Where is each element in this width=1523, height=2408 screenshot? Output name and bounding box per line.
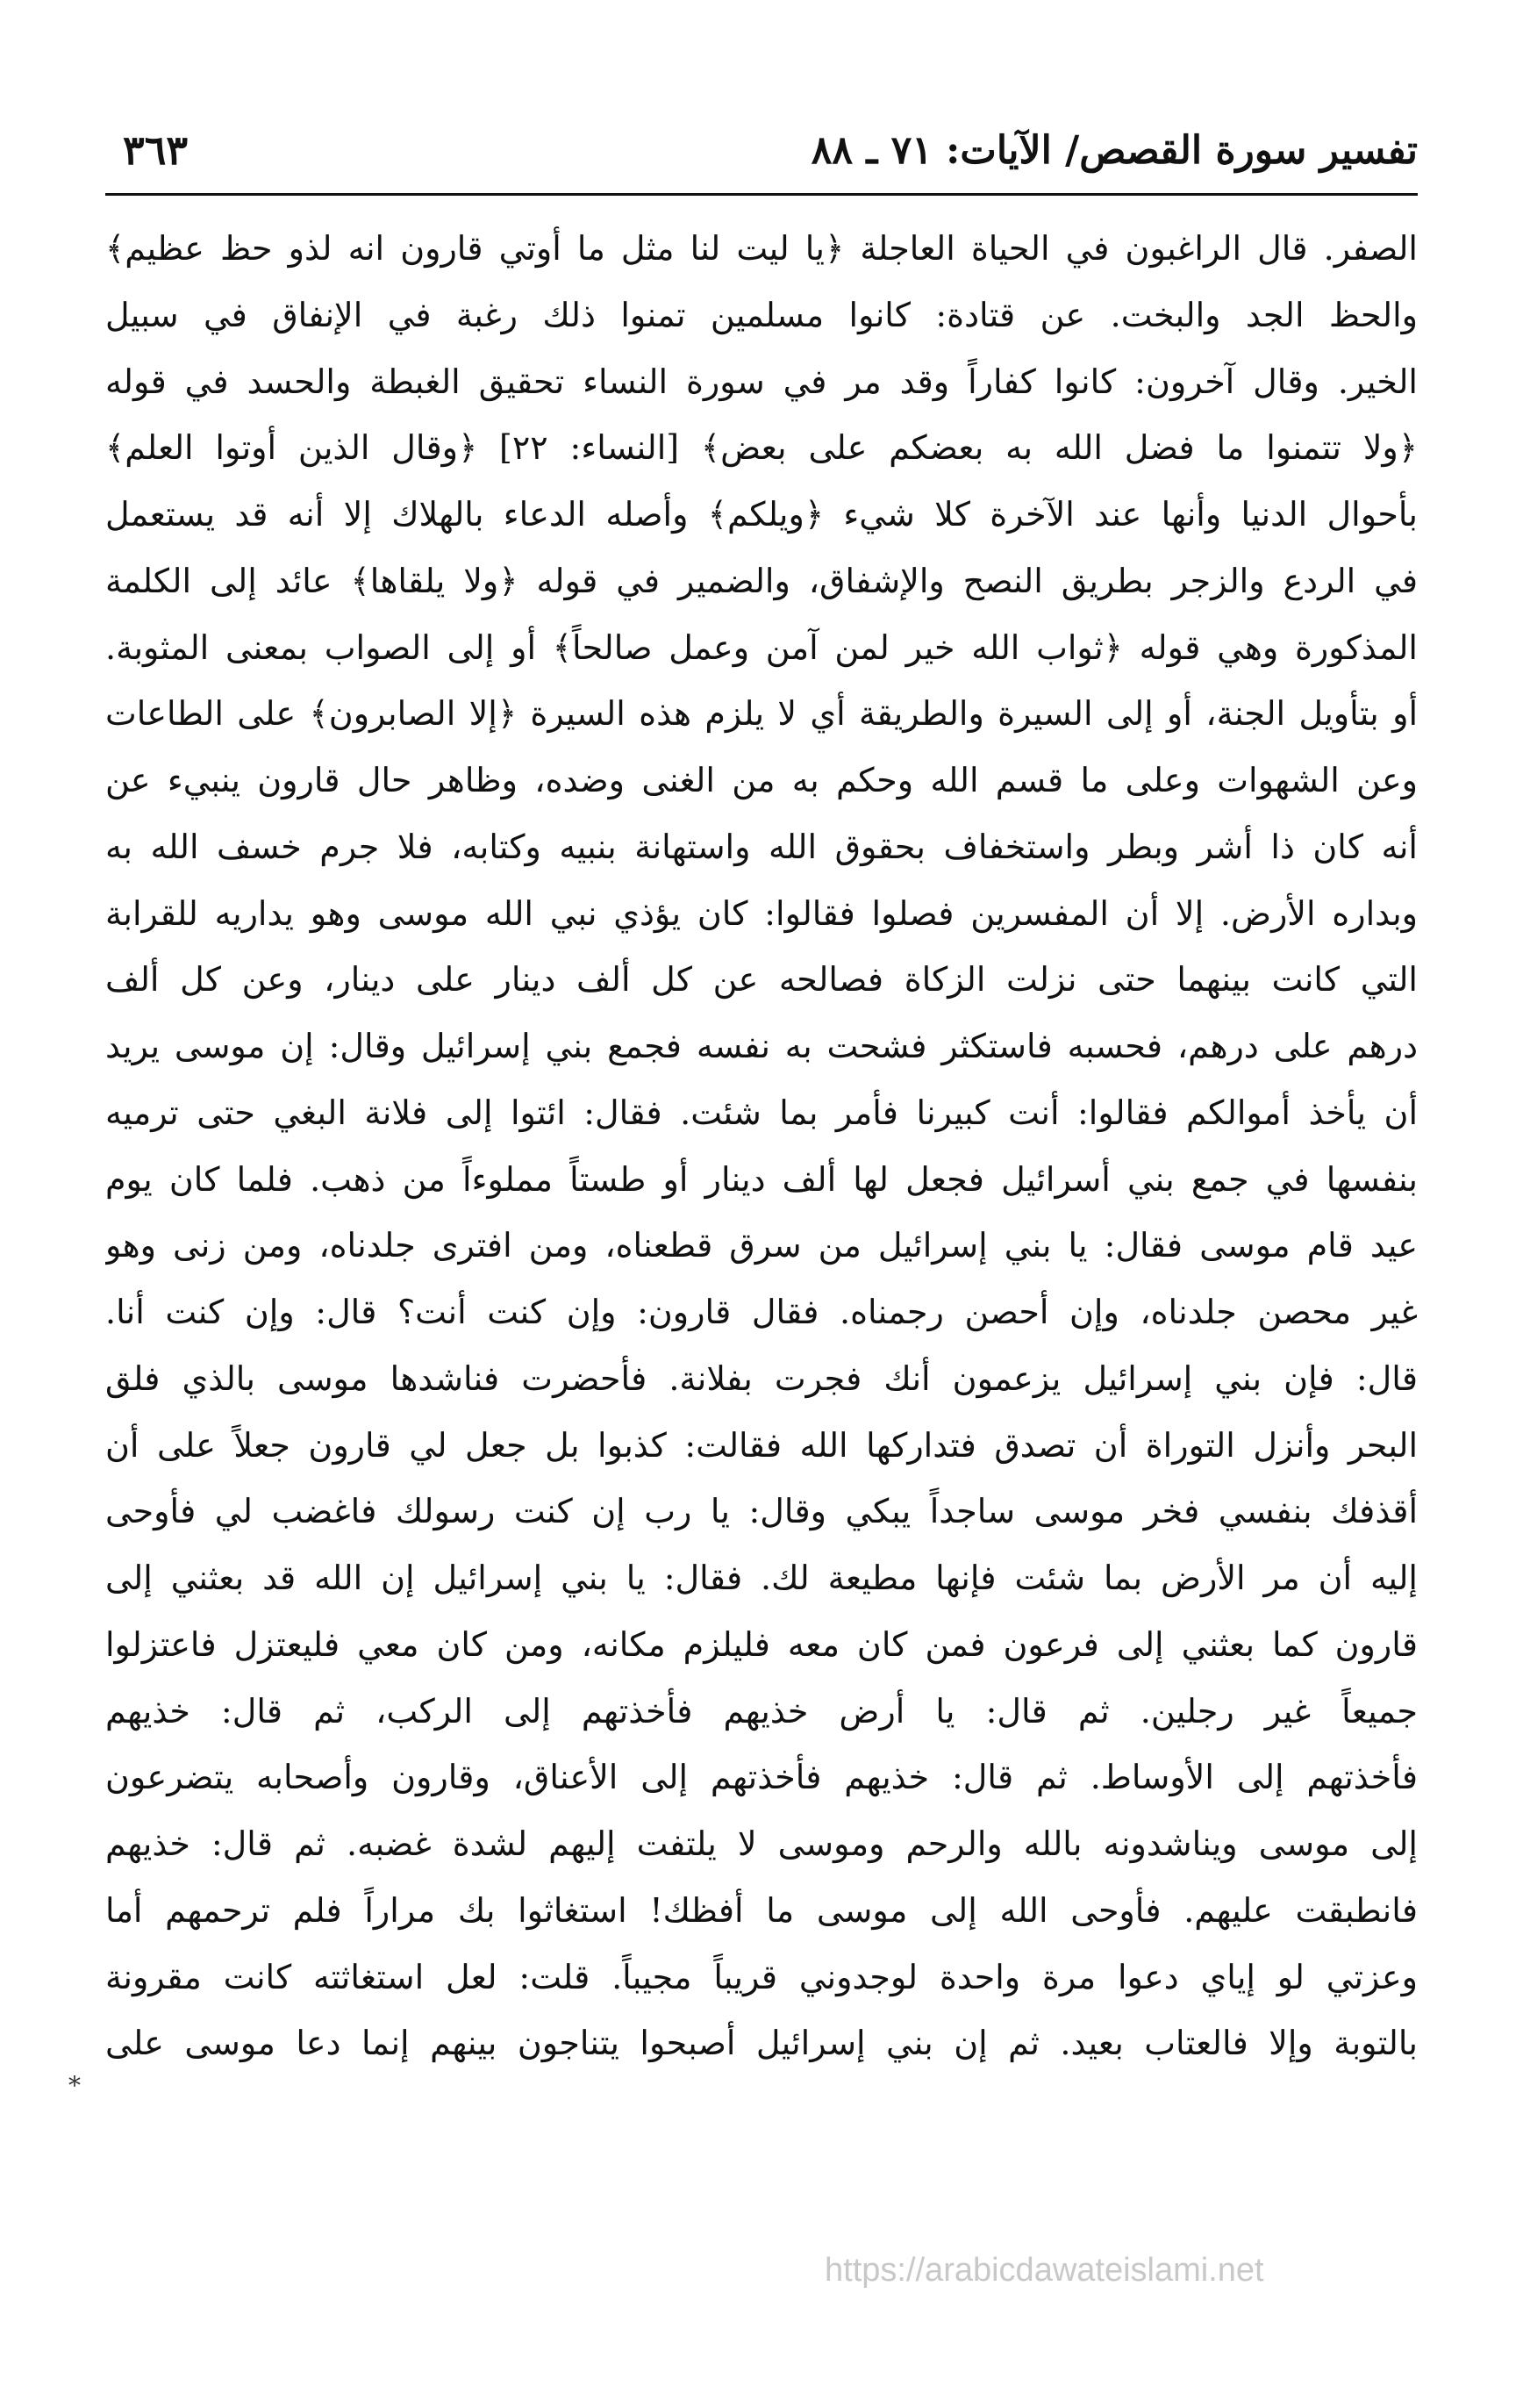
text-line: عيد قام موسى فقال: يا بني إسرائيل من سرق قطعناه، ومن افترى جلدناه، ومن زنى وهو (105, 1226, 1418, 1265)
page-number: ٣٦٣ (123, 126, 189, 174)
text-line: في الردع والزجر بطريق النصح والإشفاق، والضمير في قوله ﴿ولا يلقاها﴾ عائد إلى الكلمة (105, 561, 1418, 600)
text-line: فانطبقت عليهم. فأوحى الله إلى موسى ما أفظك! استغاثوا بك مراراً فلم ترحمهم أما (105, 1890, 1418, 1930)
text-line: إليه أن مر الأرض بما شئت فإنها مطيعة لك. فقال: يا بني إسرائيل إن الله قد بعثني إلى (105, 1559, 1418, 1597)
text-line: أنه كان ذا أشر وبطر واستخفاف بحقوق الله واستهانة بنبيه وكتابه، فلا جرم خسف الله به (105, 827, 1418, 866)
text-line: المذكورة وهي قوله ﴿ثواب الله خير لمن آمن وعمل صالحاً﴾ أو إلى الصواب بمعنى المثوبة. (105, 627, 1418, 667)
text-line: البحر وأنزل التوراة أن تصدق فتداركها الله فقالت: كذبوا بل جعل لي قارون جعلاً على أن (105, 1425, 1418, 1465)
text-line: بأحوال الدنيا وأنها عند الآخرة كلا شيء ﴿ويلكم﴾ وأصله الدعاء بالهلاك إلا أنه قد يستعمل (105, 495, 1418, 534)
text-line: أقذفك بنفسي فخر موسى ساجداً يبكي وقال: يا رب إن كنت رسولك فاغضب لي فأوحى (105, 1492, 1418, 1531)
text-line: قارون كما بعثني إلى فرعون فمن كان معه فليلزم مكانه، ومن كان معي فليعتزل فاعتزلوا (105, 1624, 1418, 1664)
text-line: إلى موسى ويناشدونه بالله والرحم وموسى لا يلتفت إليهم لشدة غضبه. ثم قال: خذيهم (105, 1824, 1418, 1863)
text-line: وبداره الأرض. إلا أن المفسرين فصلوا فقالوا: كان يؤذي نبي الله موسى وهو يداريه للقرابة (105, 893, 1418, 933)
margin-mark: * (68, 2071, 81, 2100)
text-line: بالتوبة وإلا فالعتاب بعيد. ثم إن بني إسرائيل أصبحوا يتناجون بينهم إنما دعا موسى على (105, 2024, 1418, 2063)
text-line: الخير. وقال آخرون: كانوا كفاراً وقد مر في سورة النساء تحقيق الغبطة والحسد في قوله (105, 362, 1418, 401)
text-line: ﴿ولا تتمنوا ما فضل الله به بعضكم على بعض﴾ [النساء: ٢٢] ﴿وقال الذين أوتوا العلم﴾ (105, 428, 1418, 468)
text-line: غير محصن جلدناه، وإن أحصن رجمناه. فقال قارون: وإن كنت أنت؟ قال: وإن كنت أنا. (105, 1293, 1418, 1331)
running-title: تفسير سورة القصص/ الآيات: ٧١ ـ ٨٨ (811, 128, 1418, 173)
text-line: أو بتأويل الجنة، أو إلى السيرة والطريقة أي لا يلزم هذه السيرة ﴿إلا الصابرون﴾ على الطاعات (105, 694, 1418, 734)
text-line: الصفر. قال الراغبون في الحياة العاجلة ﴿يا ليت لنا مثل ما أوتي قارون انه لذو حظ عظيم﴾ (105, 229, 1418, 268)
text-line: والحظ الجد والبخت. عن قتادة: كانوا مسلمين تمنوا ذلك رغبة في الإنفاق في سبيل (105, 295, 1418, 334)
watermark: https://arabicdawateislami.net (825, 2252, 1264, 2289)
text-line: جميعاً غير رجلين. ثم قال: يا أرض خذيهم فأخذتهم إلى الركب، ثم قال: خذيهم (105, 1691, 1418, 1731)
text-line: وعزتي لو إياي دعوا مرة واحدة لوجدوني قريباً مجيباً. قلت: لعل استغاثته كانت مقرونة (105, 1957, 1418, 1996)
text-line: بنفسها في جمع بني أسرائيل فجعل لها ألف دينار أو طستاً مملوءاً من ذهب. فلما كان يوم (105, 1159, 1418, 1199)
text-line: قال: فإن بني إسرائيل يزعمون أنك فجرت بفلانة. فأحضرت فناشدها موسى بالذي فلق (105, 1358, 1418, 1398)
text-line: التي كانت بينهما حتى نزلت الزكاة فصالحه عن كل ألف دينار على دينار، وعن كل ألف (105, 960, 1418, 1000)
text-line: درهم على درهم، فحسبه فاستكثر فشحت به نفسه فجمع بني إسرائيل وقال: إن موسى يريد (105, 1027, 1418, 1065)
body-text (105, 216, 1418, 2077)
text-line: وعن الشهوات وعلى ما قسم الله وحكم به من الغنى وضده، وظاهر حال قارون ينبيء عن (105, 761, 1418, 799)
page-header (105, 123, 1418, 196)
text-line: فأخذتهم إلى الأوساط. ثم قال: خذيهم فأخذتهم إلى الأعناق، وقارون وأصحابه يتضرعون (105, 1758, 1418, 1797)
text-line: أن يأخذ أموالكم فقالوا: أنت كبيرنا فأمر بما شئت. فقال: ائتوا إلى فلانة البغي حتى ترميه (105, 1093, 1418, 1132)
